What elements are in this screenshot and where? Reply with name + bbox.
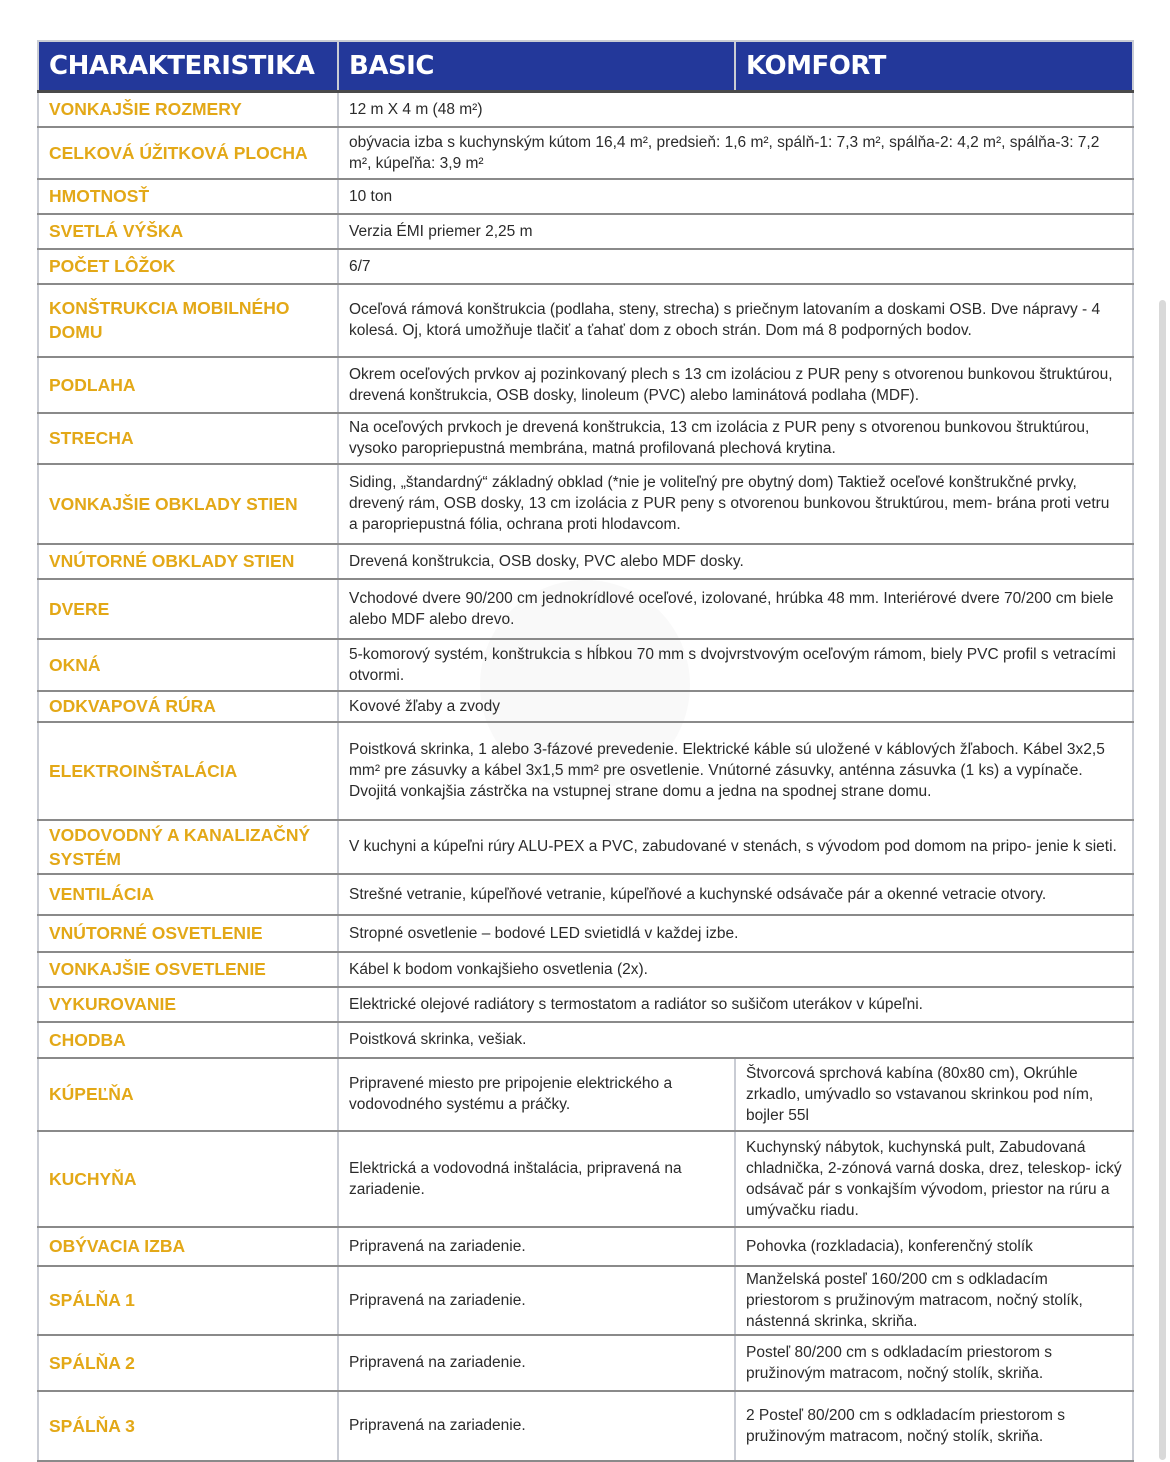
basic-value: Pripravená na zariadenie. [338,1391,735,1461]
row-label: VONKAJŠIE OBKLADY STIEN [38,464,338,544]
header-characteristic: CHARAKTERISTIKA [38,41,338,92]
row-label: VONKAJŠIE ROZMERY [38,92,338,127]
row-label: DVERE [38,579,338,639]
komfort-value: Manželská posteľ 160/200 cm s odkladacím priestorom s pružinovým matracom, nočný stolík, nástenná skrinka, skriňa. [735,1266,1133,1335]
table-row [38,987,1133,1022]
table-row [38,1266,1133,1335]
row-value: Poistková skrinka, 1 alebo 3-fázové prevedenie. Elektrické káble sú uložené v káblových žľaboch. Kábel 3x2,5 mm² pre zásuvky a kábel 3x1,5 mm² pre osvetlenie. Vnútorné zásuvky, anténna zásuvka (1 ks) a vypínače. Dvojitá vonkajšia zástrčka na vstupnej strane domu a jedna na spodnej strane domu. [338,722,1133,820]
row-value: 10 ton [338,179,1133,214]
row-value: Okrem oceľových prvkov aj pozinkovaný plech s 13 cm izoláciou z PUR peny s otvorenou bunkovou štruktúrou, drevená konštrukcia, OSB dosky, linoleum (PVC) alebo laminátová podlaha (MDF). [338,357,1133,413]
row-label: OBÝVACIA IZBA [38,1227,338,1266]
basic-value: Pripravená na zariadenie. [338,1227,735,1266]
table-row [38,92,1133,127]
row-label: PODLAHA [38,357,338,413]
table-row [38,413,1133,464]
row-value: Poistková skrinka, vešiak. [338,1022,1133,1058]
table-row [38,820,1133,874]
komfort-value: Posteľ 80/200 cm s odkladacím priestorom s pružinovým matracom, nočný stolík, skriňa. [735,1335,1133,1391]
table-row [38,639,1133,691]
komfort-value: Kuchynský nábytok, kuchynská pult, Zabudovaná chladnička, 2-zónová varná doska, drez, teleskop- ický odsávač pár s vonkajším vývodom, priestor na rúru a umývačku riadu. [735,1131,1133,1227]
row-label: VNÚTORNÉ OSVETLENIE [38,915,338,952]
row-label: CELKOVÁ ÚŽITKOVÁ PLOCHA [38,127,338,179]
komfort-value: Pohovka (rozkladacia), konferenčný stolík [735,1227,1133,1266]
table-row [38,214,1133,249]
table-row [38,357,1133,413]
row-value: obývacia izba s kuchynským kútom 16,4 m², predsieň: 1,6 m², spálň-1: 7,3 m², spálňa-2: 4,2 m², spálňa-3: 7,2 m², kúpeľňa: 3,9 m² [338,127,1133,179]
table-row [38,722,1133,820]
row-label: SPÁLŇA 3 [38,1391,338,1461]
table-row [38,127,1133,179]
basic-value: Elektrická a vodovodná inštalácia, pripravená na zariadenie. [338,1131,735,1227]
row-value: Siding, „štandardný“ základný obklad (*nie je voliteľný pre obytný dom) Taktiež oceľové konštrukčné prvky, drevený rám, OSB dosky, 13 cm izolácia z PUR peny s otvorenou bunkovou štruktúrou, mem- brána proti vetru a paropriepustná fólia, ochrana proti hlodavcom. [338,464,1133,544]
row-label: KONŠTRUKCIA MOBILNÉHO DOMU [38,284,338,357]
row-value: Drevená konštrukcia, OSB dosky, PVC alebo MDF dosky. [338,544,1133,579]
row-label: STRECHA [38,413,338,464]
komfort-value: 2 Posteľ 80/200 cm s odkladacím priestorom s pružinovým matracom, nočný stolík, skriňa. [735,1391,1133,1461]
specification-table [37,40,1134,1462]
table-row [38,179,1133,214]
table-row [38,1131,1133,1227]
row-label: POČET LÔŽOK [38,249,338,284]
row-value: 6/7 [338,249,1133,284]
header-basic: BASIC [338,41,735,92]
table-header-row [38,41,1133,92]
row-label: VYKUROVANIE [38,987,338,1022]
row-value: Stropné osvetlenie – bodové LED svietidlá v každej izbe. [338,915,1133,952]
row-value: Kovové žľaby a zvody [338,691,1133,722]
table-row [38,952,1133,987]
header-komfort: KOMFORT [735,41,1133,92]
table-row [38,1058,1133,1131]
row-label: VONKAJŠIE OSVETLENIE [38,952,338,987]
row-label: SVETLÁ VÝŠKA [38,214,338,249]
row-label: SPÁLŇA 1 [38,1266,338,1335]
row-label: ODKVAPOVÁ RÚRA [38,691,338,722]
table-row [38,1335,1133,1391]
row-label: ELEKTROINŠTALÁCIA [38,722,338,820]
table-row [38,249,1133,284]
basic-value: Pripravená na zariadenie. [338,1266,735,1335]
row-value: Na oceľových prvkoch je drevená konštrukcia, 13 cm izolácia z PUR peny s otvorenou bunkovou štruktúrou, vysoko paropriepustná membrána, matná profilovaná plechová krytina. [338,413,1133,464]
komfort-value: Štvorcová sprchová kabína (80x80 cm), Okrúhle zrkadlo, umývadlo so vstavanou skrinkou pod ním, bojler 55l [735,1058,1133,1131]
row-value: Verzia ÉMI priemer 2,25 m [338,214,1133,249]
scrollbar[interactable] [1159,300,1166,1460]
row-value: 12 m X 4 m (48 m²) [338,92,1133,127]
row-label: KUCHYŇA [38,1131,338,1227]
table-row [38,579,1133,639]
table-row [38,544,1133,579]
basic-value: Pripravené miesto pre pripojenie elektrického a vodovodného systému a práčky. [338,1058,735,1131]
row-label: KÚPEĽŇA [38,1058,338,1131]
row-value: 5-komorový systém, konštrukcia s hĺbkou 70 mm s dvojvrstvovým oceľovým rámom, biely PVC profil s vetracími otvormi. [338,639,1133,691]
table-row [38,915,1133,952]
table-row [38,691,1133,722]
row-label: OKNÁ [38,639,338,691]
row-value: V kuchyni a kúpeľni rúry ALU-PEX a PVC, zabudované v stenách, s vývodom pod domom na pripo- jenie k sieti. [338,820,1133,874]
row-label: CHODBA [38,1022,338,1058]
row-value: Elektrické olejové radiátory s termostatom a radiátor so sušičom uterákov v kúpeľni. [338,987,1133,1022]
table-row [38,874,1133,915]
basic-value: Pripravená na zariadenie. [338,1335,735,1391]
table-row [38,1227,1133,1266]
row-label: VNÚTORNÉ OBKLADY STIEN [38,544,338,579]
row-label: VODOVODNÝ A KANALIZAČNÝ SYSTÉM [38,820,338,874]
row-value: Strešné vetranie, kúpeľňové vetranie, kúpeľňové a kuchynské odsávače pár a okenné vetracie otvory. [338,874,1133,915]
table-row [38,1391,1133,1461]
row-label: VENTILÁCIA [38,874,338,915]
row-label: SPÁLŇA 2 [38,1335,338,1391]
table-row [38,1022,1133,1058]
row-label: HMOTNOSŤ [38,179,338,214]
table-row [38,284,1133,357]
row-value: Oceľová rámová konštrukcia (podlaha, steny, strecha) s priečnym latovaním a doskami OSB. Dve nápravy - 4 kolesá. Oj, ktorá umožňuje tlačiť a ťahať dom z oboch strán. Dom má 8 podporných bodov. [338,284,1133,357]
table-row [38,464,1133,544]
row-value: Kábel k bodom vonkajšieho osvetlenia (2x). [338,952,1133,987]
row-value: Vchodové dvere 90/200 cm jednokrídlové oceľové, izolované, hrúbka 48 mm. Interiérové dvere 70/200 cm biele alebo MDF alebo drevo. [338,579,1133,639]
